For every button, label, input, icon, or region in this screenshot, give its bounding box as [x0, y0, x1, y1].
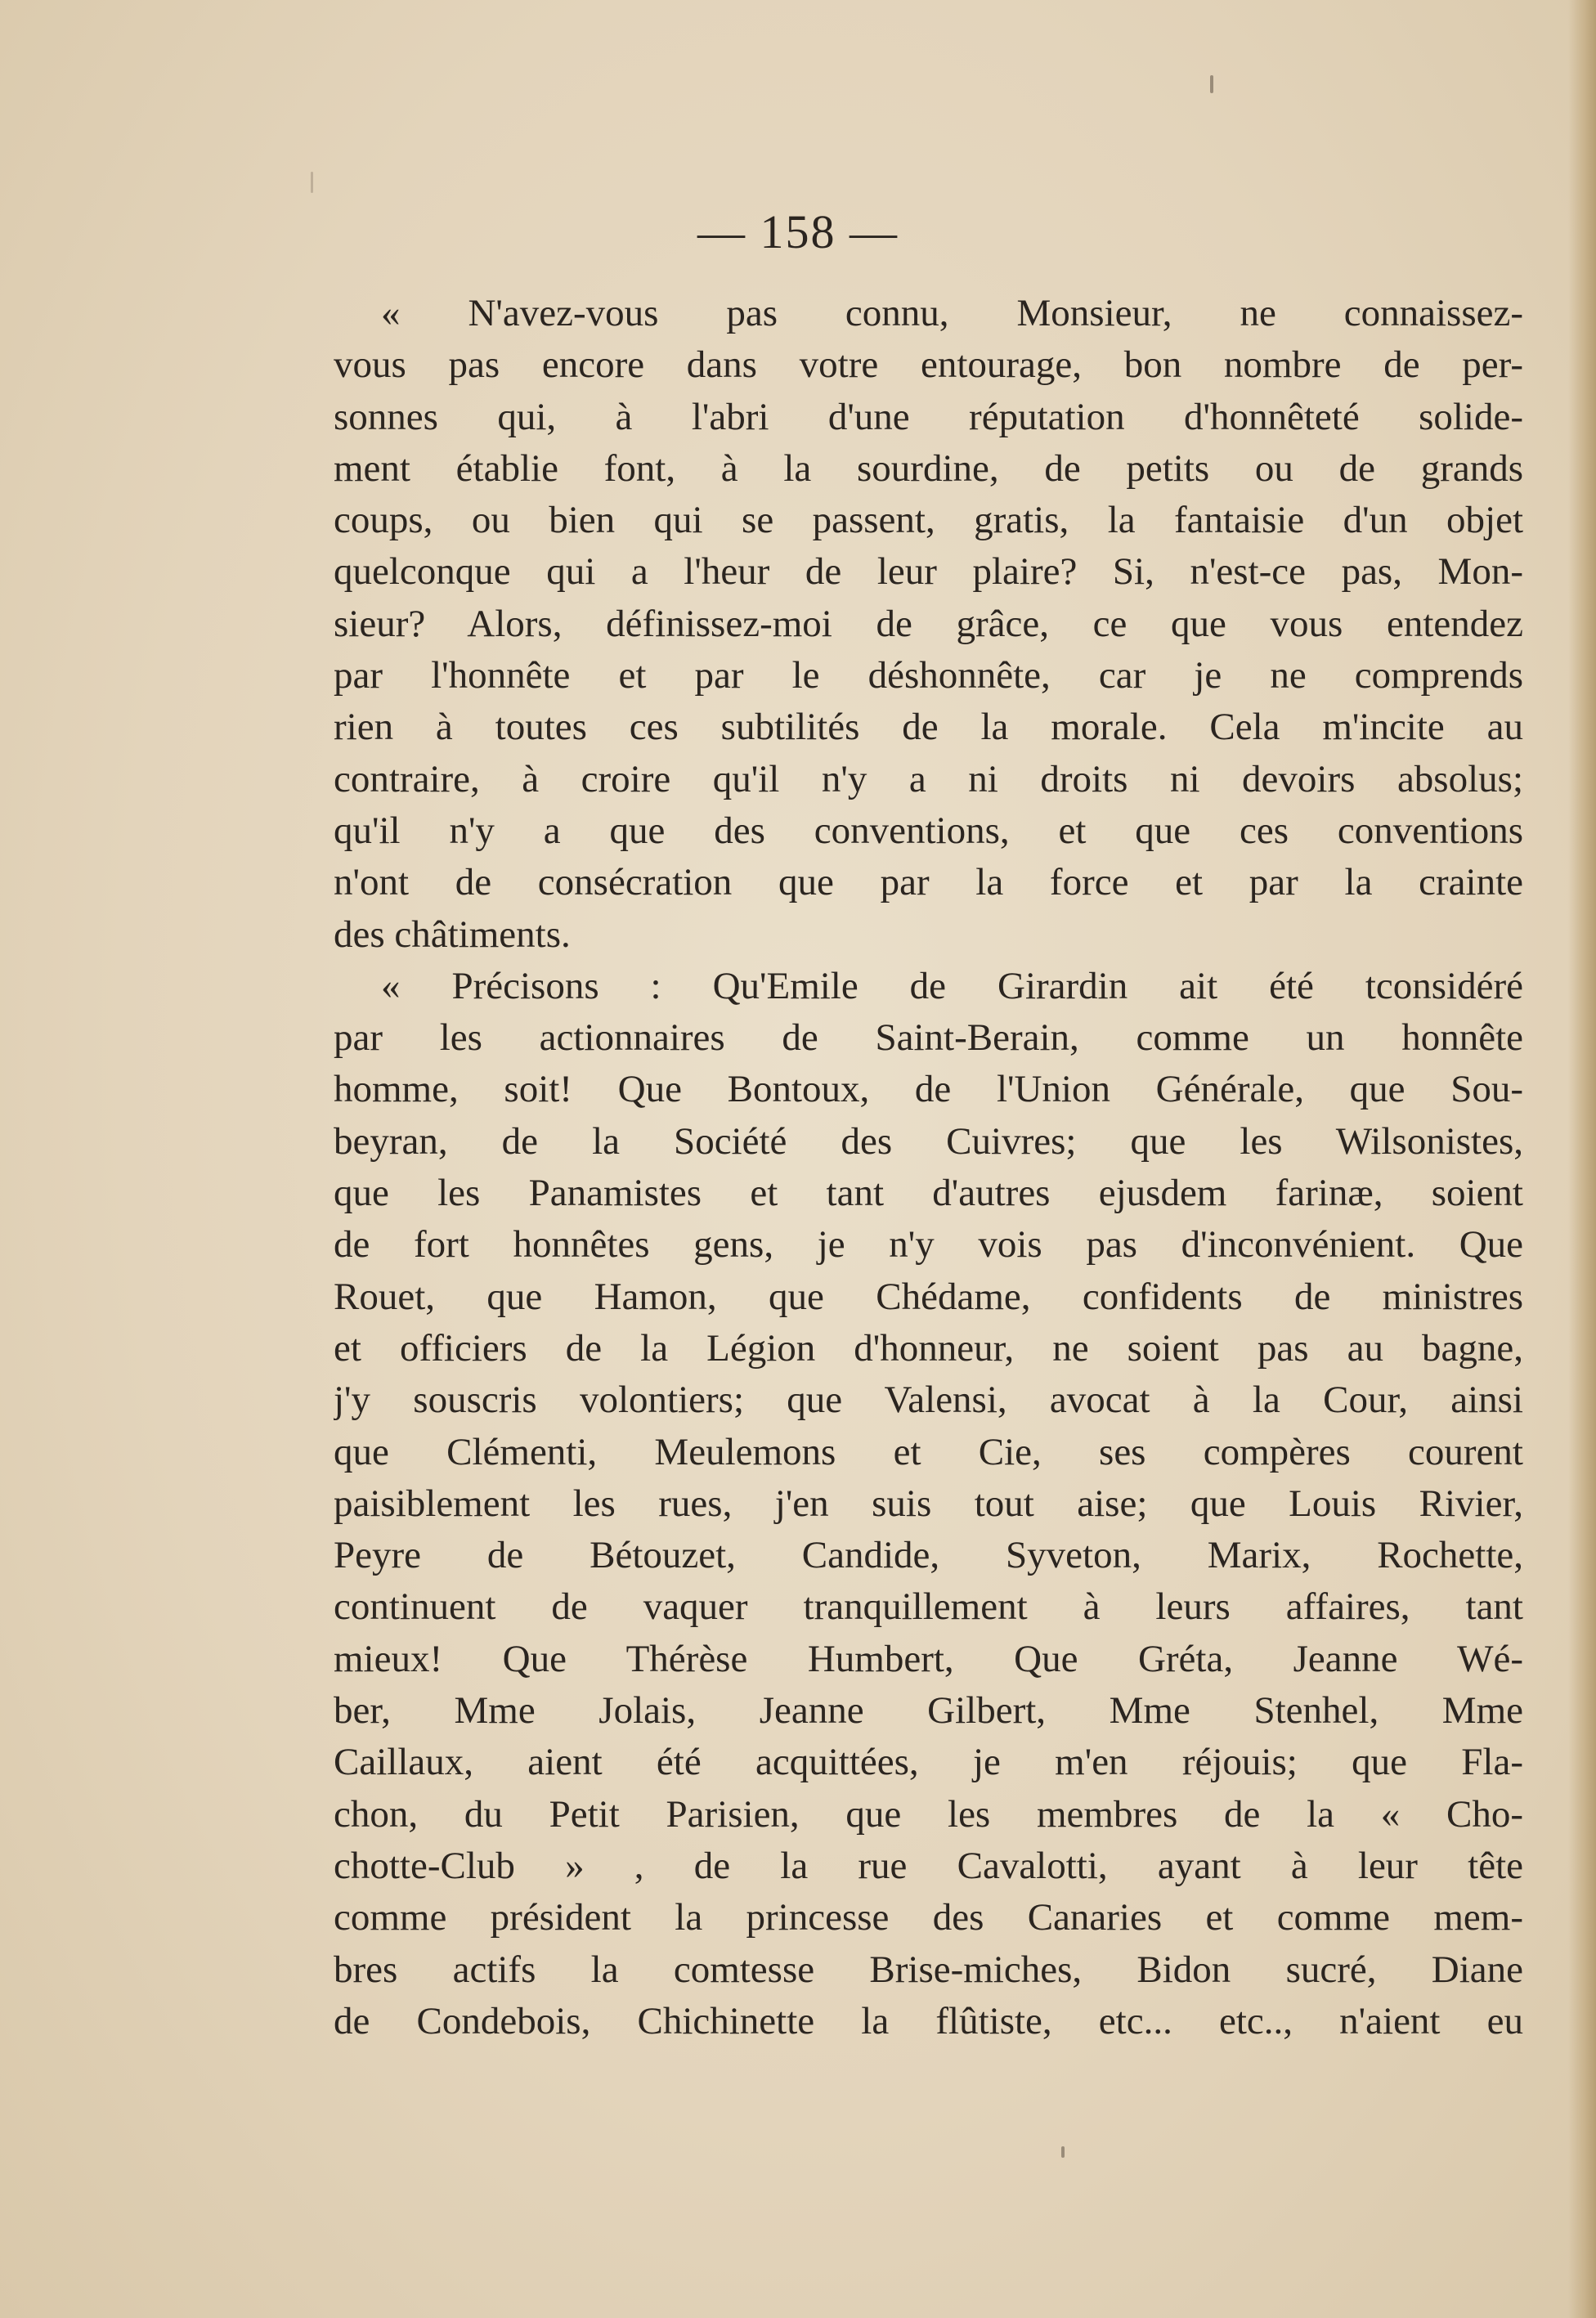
text-line: continuent de vaquer tranquillement à leurs affaires, tant — [334, 1585, 1523, 1629]
text-line: « Précisons : Qu'Emile de Girardin ait été tconsidéré — [381, 964, 1523, 1007]
text-line: bres actifs la comtesse Brise-miches, Bidon sucré, Diane — [334, 1948, 1523, 1991]
text-line: contraire, à croire qu'il n'y a ni droits ni devoirs absolus; — [334, 757, 1523, 800]
text-line: de fort honnêtes gens, je n'y vois pas d'inconvénient. Que — [334, 1223, 1523, 1267]
text-line: rien à toutes ces subtilités de la morale. Cela m'incite au — [334, 706, 1523, 749]
text-line: sieur? Alors, définissez-moi de grâce, ce que vous entendez — [334, 602, 1523, 645]
text-line: par l'honnête et par le déshonnête, car je ne comprends — [334, 654, 1523, 697]
page-edge-shadow — [1568, 0, 1596, 2318]
text-line: beyran, de la Société des Cuivres; que les Wilsonistes, — [334, 1119, 1523, 1163]
text-line: et officiers de la Légion d'honneur, ne soient pas au bagne, — [334, 1326, 1523, 1370]
text-line: chotte-Club » , de la rue Cavalotti, ayant à leur tête — [334, 1844, 1523, 1887]
text-line: chon, du Petit Parisien, que les membres de la « Cho- — [334, 1792, 1523, 1836]
text-line: mieux! Que Thérèse Humbert, Que Gréta, Jeanne Wé- — [334, 1637, 1523, 1680]
body-text — [334, 288, 1523, 2047]
text-line: comme président la princesse des Canaries et comme mem- — [334, 1896, 1523, 1939]
text-line: n'ont de consécration que par la force et par la crainte — [334, 861, 1523, 904]
text-line: par les actionnaires de Saint-Berain, comme un honnête — [334, 1016, 1523, 1060]
ink-speck — [311, 172, 313, 193]
text-line: Peyre de Bétouzet, Candide, Syveton, Marix, Rochette, — [334, 1534, 1523, 1577]
text-line: Caillaux, aient été acquittées, je m'en réjouis; que Fla- — [334, 1741, 1523, 1784]
text-line: que Clémenti, Meulemons et Cie, ses compères courent — [334, 1430, 1523, 1473]
text-line: Rouet, que Hamon, que Chédame, confidents de ministres — [334, 1275, 1523, 1318]
text-line: que les Panamistes et tant d'autres ejusdem farinæ, soient — [334, 1172, 1523, 1215]
text-line: ment établie font, à la sourdine, de petits ou de grands — [334, 446, 1523, 490]
text-line: qu'il n'y a que des conventions, et que ces conventions — [334, 809, 1523, 852]
ink-speck — [1210, 75, 1213, 93]
page-number: — 158 — — [697, 205, 899, 258]
text-line: quelconque qui a l'heur de leur plaire? Si, n'est-ce pas, Mon- — [334, 550, 1523, 594]
text-line: paisiblement les rues, j'en suis tout aise; que Louis Rivier, — [334, 1482, 1523, 1525]
text-line: ber, Mme Jolais, Jeanne Gilbert, Mme Stenhel, Mme — [334, 1689, 1523, 1733]
text-line: vous pas encore dans votre entourage, bon nombre de per- — [334, 343, 1523, 387]
text-line: coups, ou bien qui se passent, gratis, la fantaisie d'un objet — [334, 499, 1523, 542]
text-line: « N'avez-vous pas connu, Monsieur, ne connaissez- — [381, 292, 1523, 334]
text-line: homme, soit! Que Bontoux, de l'Union Générale, que Sou- — [334, 1068, 1523, 1111]
ink-speck — [1061, 2146, 1065, 2158]
text-line: sonnes qui, à l'abri d'une réputation d'honnêteté solide- — [334, 395, 1523, 438]
text-line: de Condebois, Chichinette la flûtiste, etc... etc.., n'aient eu — [334, 1999, 1523, 2042]
text-line: des châtiments. — [334, 912, 571, 956]
text-line: j'y souscris volontiers; que Valensi, avocat à la Cour, ainsi — [334, 1379, 1523, 1422]
